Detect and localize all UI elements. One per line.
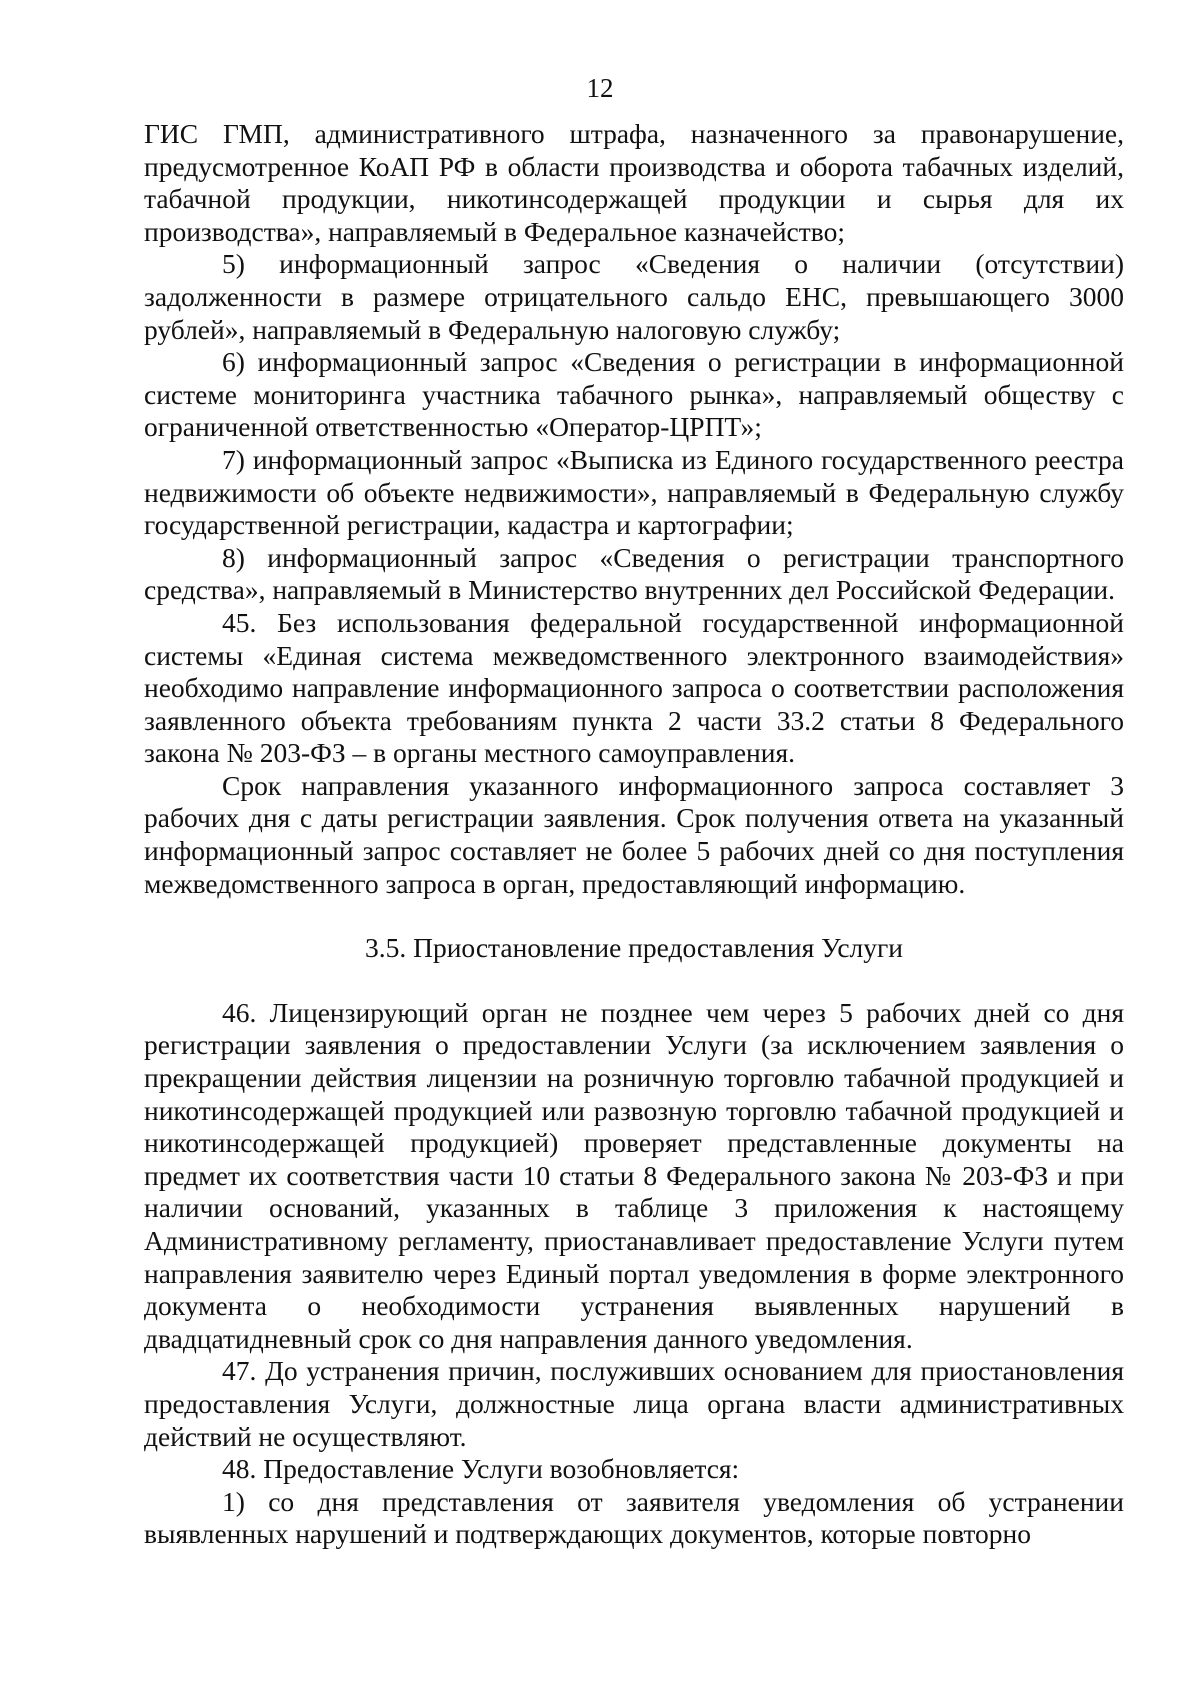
paragraph-item-6: 6) информационный запрос «Сведения о регистрации в информационной системе мониторинга участника табачного рынка», направляемый обществу с ограниченной ответственностью «Оператор-ЦРПТ»;	[144, 346, 1124, 443]
paragraph-48-item-1: 1) со дня представления от заявителя уведомления об устранении выявленных нарушений и подтверждающих документов, которые повторно	[144, 1485, 1124, 1550]
paragraph-47: 47. До устранения причин, послуживших основанием для приостановления предоставления Услуги, должностные лица органа власти административных действий не осуществляют.	[144, 1355, 1124, 1452]
paragraph-item-8: 8) информационный запрос «Сведения о регистрации транспортного средства», направляемый в Министерство внутренних дел Российской Федерации.	[144, 541, 1124, 606]
paragraph-48: 48. Предоставление Услуги возобновляется:	[222, 1453, 740, 1485]
page-number: 12	[586, 73, 614, 103]
paragraph-item-7: 7) информационный запрос «Выписка из Единого государственного реестра недвижимости об объекте недвижимости», направляемый в Федеральную службу государственной регистрации, кадастра и картографии;	[144, 443, 1124, 541]
section-heading: 3.5. Приостановление предоставления Услуги	[364, 932, 904, 964]
paragraph-45-deadline: Срок направления указанного информационного запроса составляет 3 рабочих дня с даты регистрации заявления. Срок получения ответа на указанный информационный запрос составляет не более 5 рабочих дней со дня поступления межведомственного запроса в орган, предоставляющий информацию.	[144, 769, 1124, 899]
paragraph-46: 46. Лицензирующий орган не позднее чем через 5 рабочих дней со дня регистрации заявления о предоставлении Услуги (за исключением заявления о прекращении действия лицензии на розничную торговлю табачной продукцией и никотинсодержащей продукцией или развозную торговлю табачной продукцией и никотинсодержащей продукцией) проверяет представленные документы на предмет их соответствия части 10 статьи 8 Федерального закона № 203-ФЗ и при наличии оснований, указанных в таблице 3 приложения к настоящему Административному регламенту, приостанавливает предоставление Услуги путем направления заявителю через Единый портал уведомления в форме электронного документа о необходимости устранения выявленных нарушений в двадцатидневный срок со дня направления данного уведомления.	[144, 996, 1124, 1354]
paragraph-item-5: 5) информационный запрос «Сведения о наличии (отсутствии) задолженности в размере отрицательного сальдо ЕНС, превышающего 3000 рублей», направляемый в Федеральную налоговую службу;	[144, 248, 1124, 345]
paragraph-continuation: ГИС ГМП, административного штрафа, назначенного за правонарушение, предусмотренное КоАП РФ в области производства и оборота табачных изделий, табачной продукции, никотинсодержащей продукции и сырья для их производства», направляемый в Федеральное казначейство;	[144, 118, 1124, 247]
paragraph-45: 45. Без использования федеральной государственной информационной системы «Единая система межведомственного электронного взаимодействия» необходимо направление информационного запроса о соответствии расположения заявленного объекта требованиям пункта 2 части 33.2 статьи 8 Федерального закона № 203-ФЗ – в органы местного самоуправления.	[144, 606, 1124, 769]
document-body	[144, 118, 1124, 1551]
